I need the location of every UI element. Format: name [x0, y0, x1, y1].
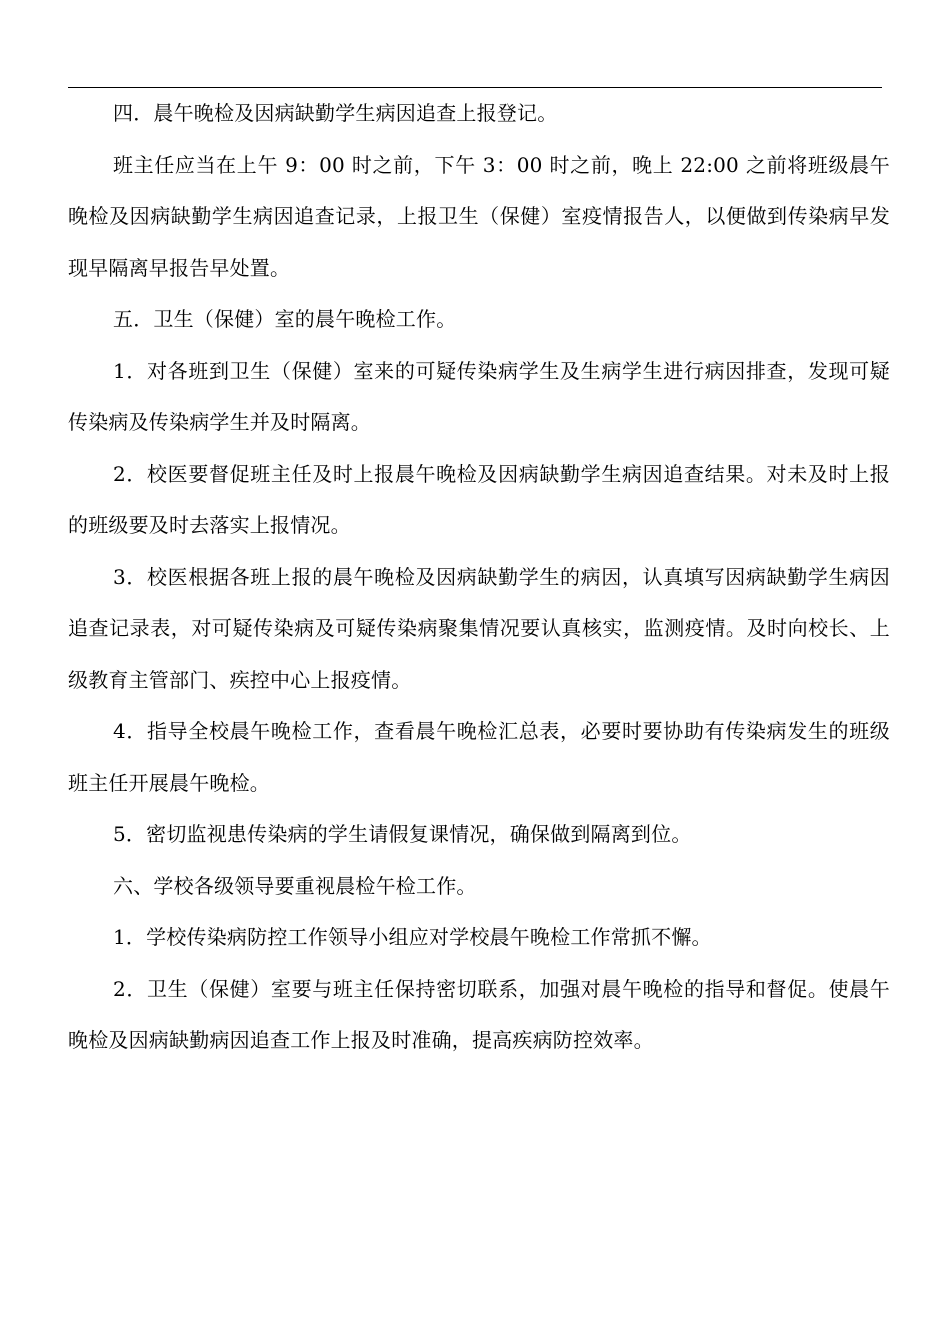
list-item-5-4: 4．指导全校晨午晚检工作，查看晨午晚检汇总表，必要时要协助有传染病发生的班级班主任开展晨午晚检。 — [68, 719, 890, 795]
list-item-5-3: 3．校医根据各班上报的晨午晚检及因病缺勤学生的病因，认真填写因病缺勤学生病因追查记录表，对可疑传染病及可疑传染病聚集情况要认真核实，监测疫情。及时向校长、上级教育主管部门、疾控中心上报疫情。 — [68, 564, 890, 692]
section-heading-6: 六、学校各级领导要重视晨检午检工作。 — [113, 873, 477, 898]
section-heading-4: 四．晨午晚检及因病缺勤学生病因追查上报登记。 — [113, 101, 558, 125]
paragraph-reporting-deadline: 班主任应当在上午 9：00 时之前，下午 3：00 时之前，晚上 22:00 之前将班级晨午晚检及因病缺勤学生病因追查记录，上报卫生（保健）室疫情报告人，以便做到传染病早发现早隔离早报告早处置。 — [68, 152, 890, 280]
list-item-5-1: 1．对各班到卫生（保健）室来的可疑传染病学生及生病学生进行病因排查，发现可疑传染病及传染病学生并及时隔离。 — [68, 358, 890, 434]
list-item-6-1: 1．学校传染病防控工作领导小组应对学校晨午晚检工作常抓不懈。 — [113, 925, 712, 949]
section-heading-5: 五．卫生（保健）室的晨午晚检工作。 — [113, 307, 457, 331]
document-body — [68, 88, 890, 1067]
list-item-5-2: 2．校医要督促班主任及时上报晨午晚检及因病缺勤学生病因追查结果。对未及时上报的班级要及时去落实上报情况。 — [68, 461, 890, 537]
list-item-6-2: 2．卫生（保健）室要与班主任保持密切联系，加强对晨午晚检的指导和督促。使晨午晚检及因病缺勤病因追查工作上报及时准确，提高疾病防控效率。 — [68, 976, 890, 1052]
list-item-5-5: 5．密切监视患传染病的学生请假复课情况，确保做到隔离到位。 — [113, 822, 692, 846]
